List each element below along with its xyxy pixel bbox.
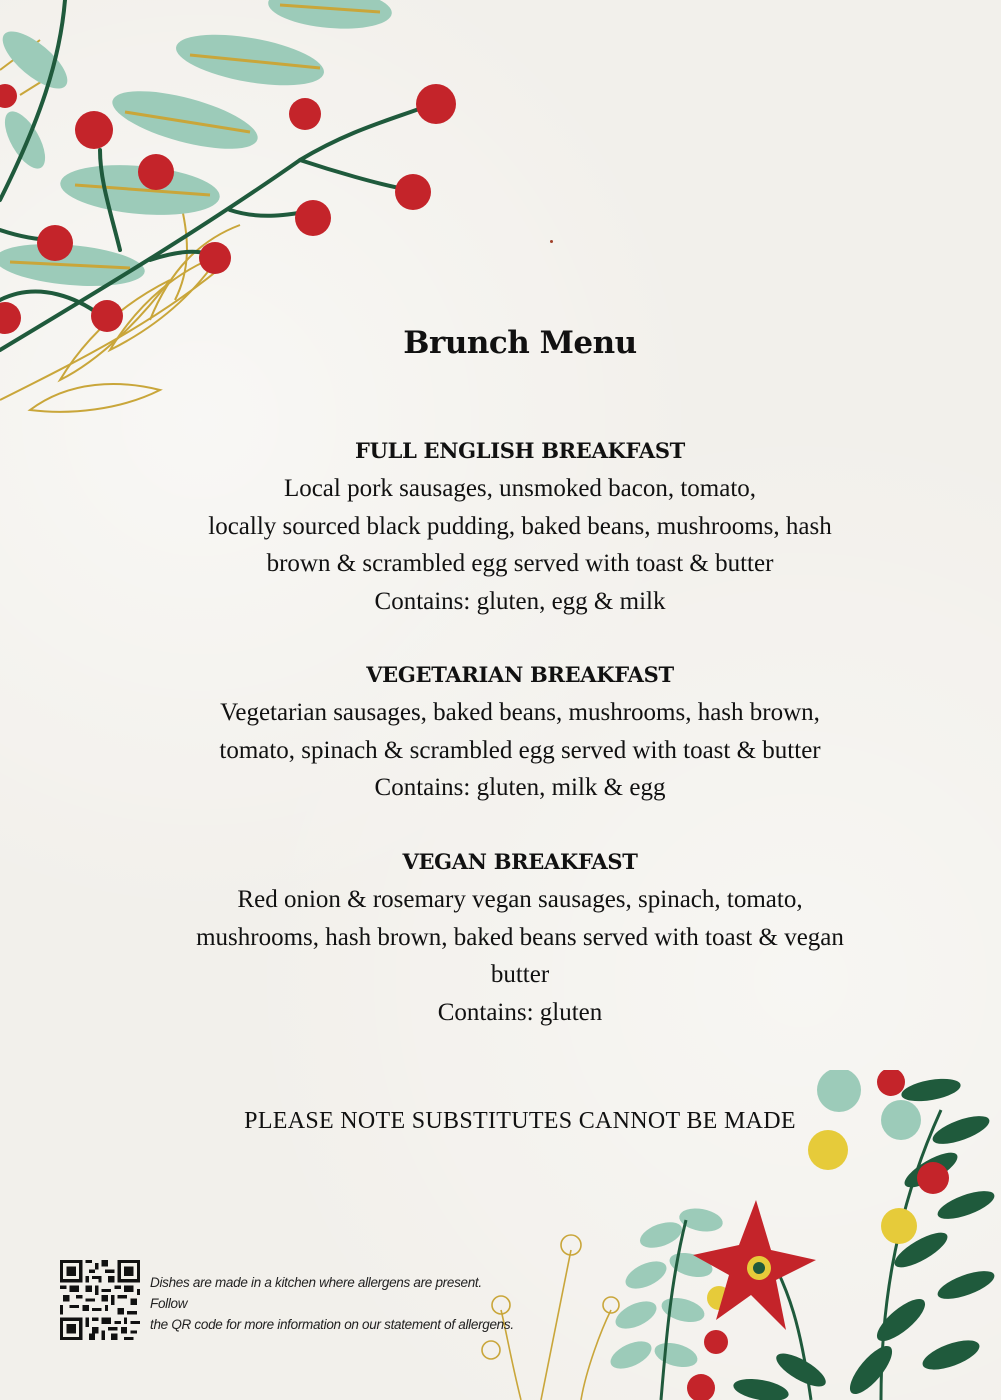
menu-section-full-english xyxy=(100,436,940,620)
allergen-note-line: the QR code for more information on our statement of allergens. xyxy=(150,1317,514,1332)
section-description-line: Red onion & rosemary vegan sausages, spinach, tomato, xyxy=(237,886,803,913)
section-description-line: butter xyxy=(490,961,550,988)
section-heading: VEGAN BREAKFAST xyxy=(402,849,638,874)
section-description-line: brown & scrambled egg served with toast & butter xyxy=(266,550,774,577)
qr-code-icon[interactable] xyxy=(60,1260,140,1340)
section-heading: VEGETARIAN BREAKFAST xyxy=(366,662,674,687)
section-description-line: Local pork sausages, unsmoked bacon, tomato, xyxy=(283,475,757,502)
menu-section-vegan xyxy=(100,847,940,1031)
section-heading: FULL ENGLISH BREAKFAST xyxy=(354,438,686,463)
section-description-line: mushrooms, hash brown, baked beans served with toast & vegan xyxy=(196,923,844,951)
section-allergens: Contains: gluten, egg & milk xyxy=(374,587,666,615)
section-description-line: tomato, spinach & scrambled egg served with toast & butter xyxy=(219,736,821,764)
section-description-line: locally sourced black pudding, baked beans, mushrooms, hash xyxy=(208,512,832,540)
section-description-line: Vegetarian sausages, baked beans, mushrooms, hash brown, xyxy=(220,699,820,726)
decorative-speck xyxy=(550,240,553,243)
allergen-note-line: Dishes are made in a kitchen where allergens are present. Follow xyxy=(150,1275,482,1311)
substitutions-notice: PLEASE NOTE SUBSTITUTES CANNOT BE MADE xyxy=(244,1108,796,1134)
section-allergens: Contains: gluten xyxy=(437,998,603,1026)
allergen-statement-note xyxy=(150,1272,520,1335)
menu-section-vegetarian xyxy=(100,660,940,807)
section-allergens: Contains: gluten, milk & egg xyxy=(374,774,666,801)
top-left-foliage-illustration xyxy=(0,0,480,440)
page-title: Brunch Menu xyxy=(403,325,637,361)
